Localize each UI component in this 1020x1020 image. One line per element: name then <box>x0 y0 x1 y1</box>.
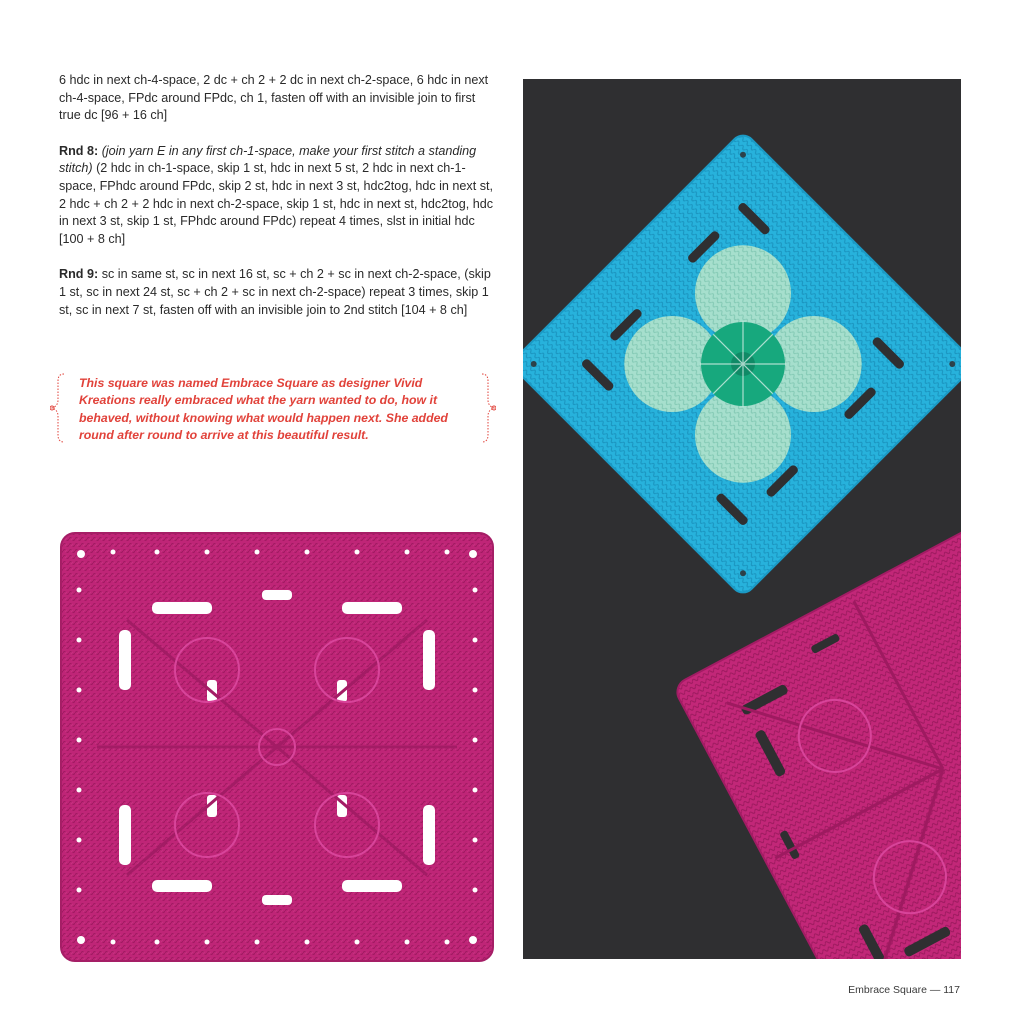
designer-callout <box>50 373 496 443</box>
pattern-instructions <box>59 72 499 337</box>
round-9-body: sc in same st, sc in next 16 st, sc + ch 2 + sc in next ch-2-space, (skip 1 st, sc in next 24 st, sc + ch 2 + sc in next ch-2-space) repeat 3 times, skip 1 st, sc in next 7 st, fasten off with an invisible join to 2nd stitch [104 + 8 ch] <box>59 267 491 317</box>
instruction-paragraph-continuation: 6 hdc in next ch-4-space, 2 dc + ch 2 + 2 dc in next ch-2-space, 6 hdc in next ch-4-space, FPdc around FPdc, ch 1, fasten off with an invisible join to first true dc [96 + 16 ch] <box>59 73 489 123</box>
blue-and-magenta-squares-photo <box>523 79 961 959</box>
magenta-square-photo <box>57 530 497 965</box>
instruction-round-8 <box>59 143 499 249</box>
page-footer: Embrace Square — 117 <box>848 984 960 996</box>
round-8-label: Rnd 8: <box>59 143 99 158</box>
round-8-note: (join yarn E in any first ch-1-space, make your first stitch a standing stitch) <box>59 143 477 176</box>
callout-text: This square was named Embrace Square as designer Vivid Kreations really embraced what the yarn wanted to do, how it behaved, without knowing what would happen next. She added round after round to arrive at this beautiful result. <box>79 376 448 443</box>
round-8-body: (2 hdc in ch-1-space, skip 1 st, hdc in next 5 st, 2 hdc in next ch-1-space, FPhdc around FPdc, skip 2 st, hdc in next 3 st, hdc2tog, hdc in next st, 2 hdc + ch 2 + 2 hdc in next ch-2-space, skip 1 st, hdc in next st, hdc2tog, hdc in next 3 st, skip 1 st, FPhdc around FPdc) repeat 4 times, slst in initial hdc [100 + 8 ch] <box>59 161 494 246</box>
instruction-round-9 <box>59 266 499 319</box>
round-9-label: Rnd 9: <box>59 267 99 282</box>
